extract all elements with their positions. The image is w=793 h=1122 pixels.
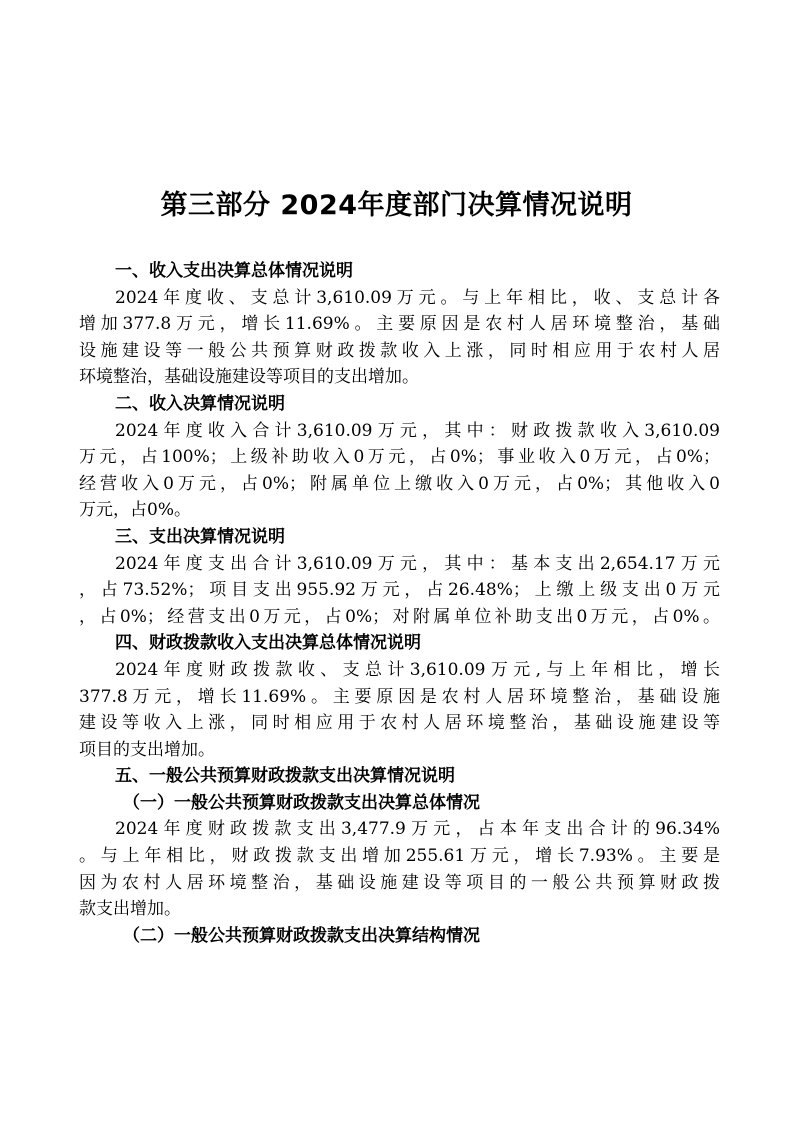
paragraph-line: ，占73.52%；项目支出955.92万元，占26.48%；上缴上级支出0万元 <box>79 580 720 601</box>
section-heading: 三、支出决算情况说明 <box>115 526 285 547</box>
paragraph-line: ，占0%；经营支出0万元，占0%；对附属单位补助支出0万元，占0%。 <box>79 606 720 627</box>
paragraph-line: 万元，占100%；上级补助收入0万元，占0%；事业收入0万元，占0%； <box>79 447 720 468</box>
paragraph-line: 2024年度财政拨款收、支总计3,610.09万元,与上年相比，增长 <box>115 659 720 680</box>
paragraph-line: 万元，占0%。 <box>79 500 191 521</box>
section-heading: 五、一般公共预算财政拨款支出决算情况说明 <box>115 766 455 787</box>
paragraph-line: 增加377.8万元，增长11.69%。主要原因是农村人居环境整治，基础 <box>79 314 720 335</box>
paragraph-line: 。与上年相比，财政拨款支出增加255.61万元，增长7.93%。主要是 <box>79 846 720 867</box>
paragraph-line: 因为农村人居环境整治，基础设施建设等项目的一般公共预算财政拨 <box>79 872 720 893</box>
section-heading: 二、收入决算情况说明 <box>115 393 285 414</box>
paragraph-line: 2024年度收入合计3,610.09万元，其中：财政拨款收入3,610.09 <box>115 420 720 441</box>
document-body <box>79 258 720 949</box>
section-heading: （一）一般公共预算财政拨款支出决算总体情况 <box>123 792 480 813</box>
paragraph-line: 建设等收入上涨，同时相应用于农村人居环境整治，基础设施建设等 <box>79 713 720 734</box>
section-heading: 一、收入支出决算总体情况说明 <box>115 261 353 281</box>
paragraph-line: 项目的支出增加。 <box>79 739 215 760</box>
paragraph-line: 环境整治，基础设施建设等项目的支出增加。 <box>79 367 419 388</box>
paragraph-line: 设施建设等一般公共预算财政拨款收入上涨，同时相应用于农村人居 <box>79 340 720 361</box>
page-title: 第三部分 2024年度部门决算情况说明 <box>160 190 633 222</box>
section-heading: （二）一般公共预算财政拨款支出决算结构情况 <box>123 925 480 946</box>
paragraph-line: 2024年度支出合计3,610.09万元，其中：基本支出2,654.17万元 <box>115 553 720 574</box>
paragraph-line: 2024年度财政拨款支出3,477.9万元，占本年支出合计的96.34% <box>115 819 720 840</box>
paragraph-line: 2024年度收、支总计3,610.09万元。与上年相比，收、支总计各 <box>115 287 720 308</box>
paragraph-line: 经营收入0万元，占0%；附属单位上缴收入0万元，占0%；其他收入0 <box>79 473 720 494</box>
section-heading: 四、财政拨款收入支出决算总体情况说明 <box>115 633 421 654</box>
paragraph-line: 款支出增加。 <box>79 899 181 920</box>
paragraph-line: 377.8万元，增长11.69%。主要原因是农村人居环境整治，基础设施 <box>79 686 720 707</box>
